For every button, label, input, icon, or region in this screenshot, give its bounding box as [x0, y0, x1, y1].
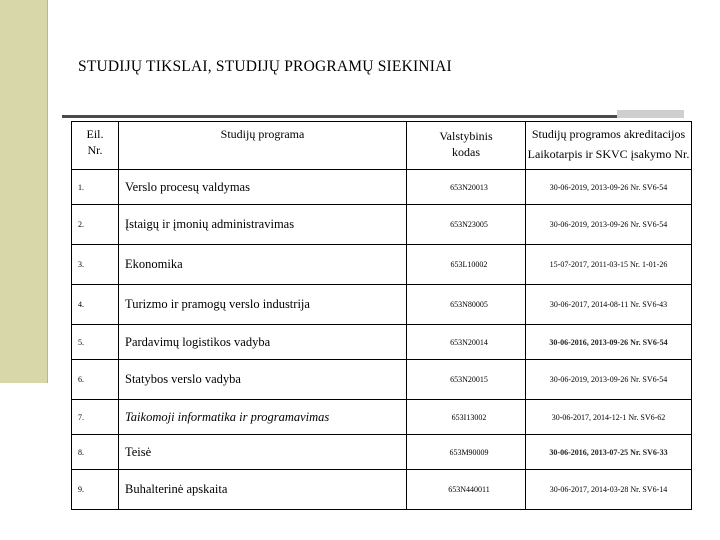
header-accreditation [526, 122, 692, 170]
row-accreditation: 30-06-2017, 2014-08-11 Nr. SV6-43 [526, 285, 692, 325]
row-program: Pardavimų logistikos vadyba [119, 325, 407, 360]
row-code: 653N20015 [407, 360, 526, 400]
header-program: Studijų programa [119, 122, 407, 170]
row-code: 653N440011 [407, 470, 526, 510]
header-code-line1: Valstybinis [439, 129, 493, 143]
row-code: 653M90009 [407, 435, 526, 470]
table-row [72, 360, 692, 400]
row-number: 1. [72, 170, 119, 205]
row-accreditation: 30-06-2019, 2013-09-26 Nr. SV6-54 [526, 205, 692, 245]
row-code: 653I13002 [407, 400, 526, 435]
row-number: 9. [72, 470, 119, 510]
row-program: Įstaigų ir įmonių administravimas [119, 205, 407, 245]
row-program: Statybos verslo vadyba [119, 360, 407, 400]
table-row [72, 205, 692, 245]
row-program: Ekonomika [119, 245, 407, 285]
header-code [407, 122, 526, 170]
title-divider-accent [617, 110, 684, 118]
page-title: STUDIJŲ TIKSLAI, STUDIJŲ PROGRAMŲ SIEKINIAI [78, 58, 452, 75]
row-accreditation: 30-06-2016, 2013-09-26 Nr. SV6-54 [526, 325, 692, 360]
table-row [72, 245, 692, 285]
row-number: 3. [72, 245, 119, 285]
row-accreditation: 30-06-2019, 2013-09-26 Nr. SV6-54 [526, 170, 692, 205]
row-program: Verslo procesų valdymas [119, 170, 407, 205]
table-row [72, 325, 692, 360]
row-code: 653L10002 [407, 245, 526, 285]
row-accreditation: 30-06-2019, 2013-09-26 Nr. SV6-54 [526, 360, 692, 400]
row-accreditation: 30-06-2017, 2014-12-1 Nr. SV6-62 [526, 400, 692, 435]
row-number: 5. [72, 325, 119, 360]
header-accreditation-line2: Laikotarpis ir SKVC įsakymo Nr. [527, 147, 690, 162]
left-accent-bar-edge [47, 0, 48, 383]
row-code: 653N23005 [407, 205, 526, 245]
row-number: 2. [72, 205, 119, 245]
left-accent-bar [0, 0, 47, 383]
row-program: Taikomoji informatika ir programavimas [119, 400, 407, 435]
programs-table [71, 121, 692, 510]
row-accreditation: 30-06-2017, 2014-03-28 Nr. SV6-14 [526, 470, 692, 510]
row-program: Turizmo ir pramogų verslo industrija [119, 285, 407, 325]
header-number-line2: Nr. [87, 143, 103, 158]
header-accreditation-line1: Studijų programos akreditacijos [531, 127, 686, 141]
row-number: 7. [72, 400, 119, 435]
table-header-row [72, 122, 692, 170]
table-row [72, 170, 692, 205]
row-accreditation: 15-07-2017, 2011-03-15 Nr. 1-01-26 [526, 245, 692, 285]
table-row [72, 470, 692, 510]
table-row [72, 285, 692, 325]
row-program: Buhalterinė apskaita [119, 470, 407, 510]
row-number: 4. [72, 285, 119, 325]
row-number: 6. [72, 360, 119, 400]
row-code: 653N80005 [407, 285, 526, 325]
row-number: 8. [72, 435, 119, 470]
table-row [72, 435, 692, 470]
row-code: 653N20014 [407, 325, 526, 360]
row-accreditation: 30-06-2016, 2013-07-25 Nr. SV6-33 [526, 435, 692, 470]
header-number [72, 122, 119, 170]
title-divider [62, 115, 617, 118]
table-row [72, 400, 692, 435]
row-code: 653N20013 [407, 170, 526, 205]
header-code-line2: kodas [452, 145, 480, 160]
row-program: Teisė [119, 435, 407, 470]
header-number-line1: Eil. [86, 127, 104, 141]
